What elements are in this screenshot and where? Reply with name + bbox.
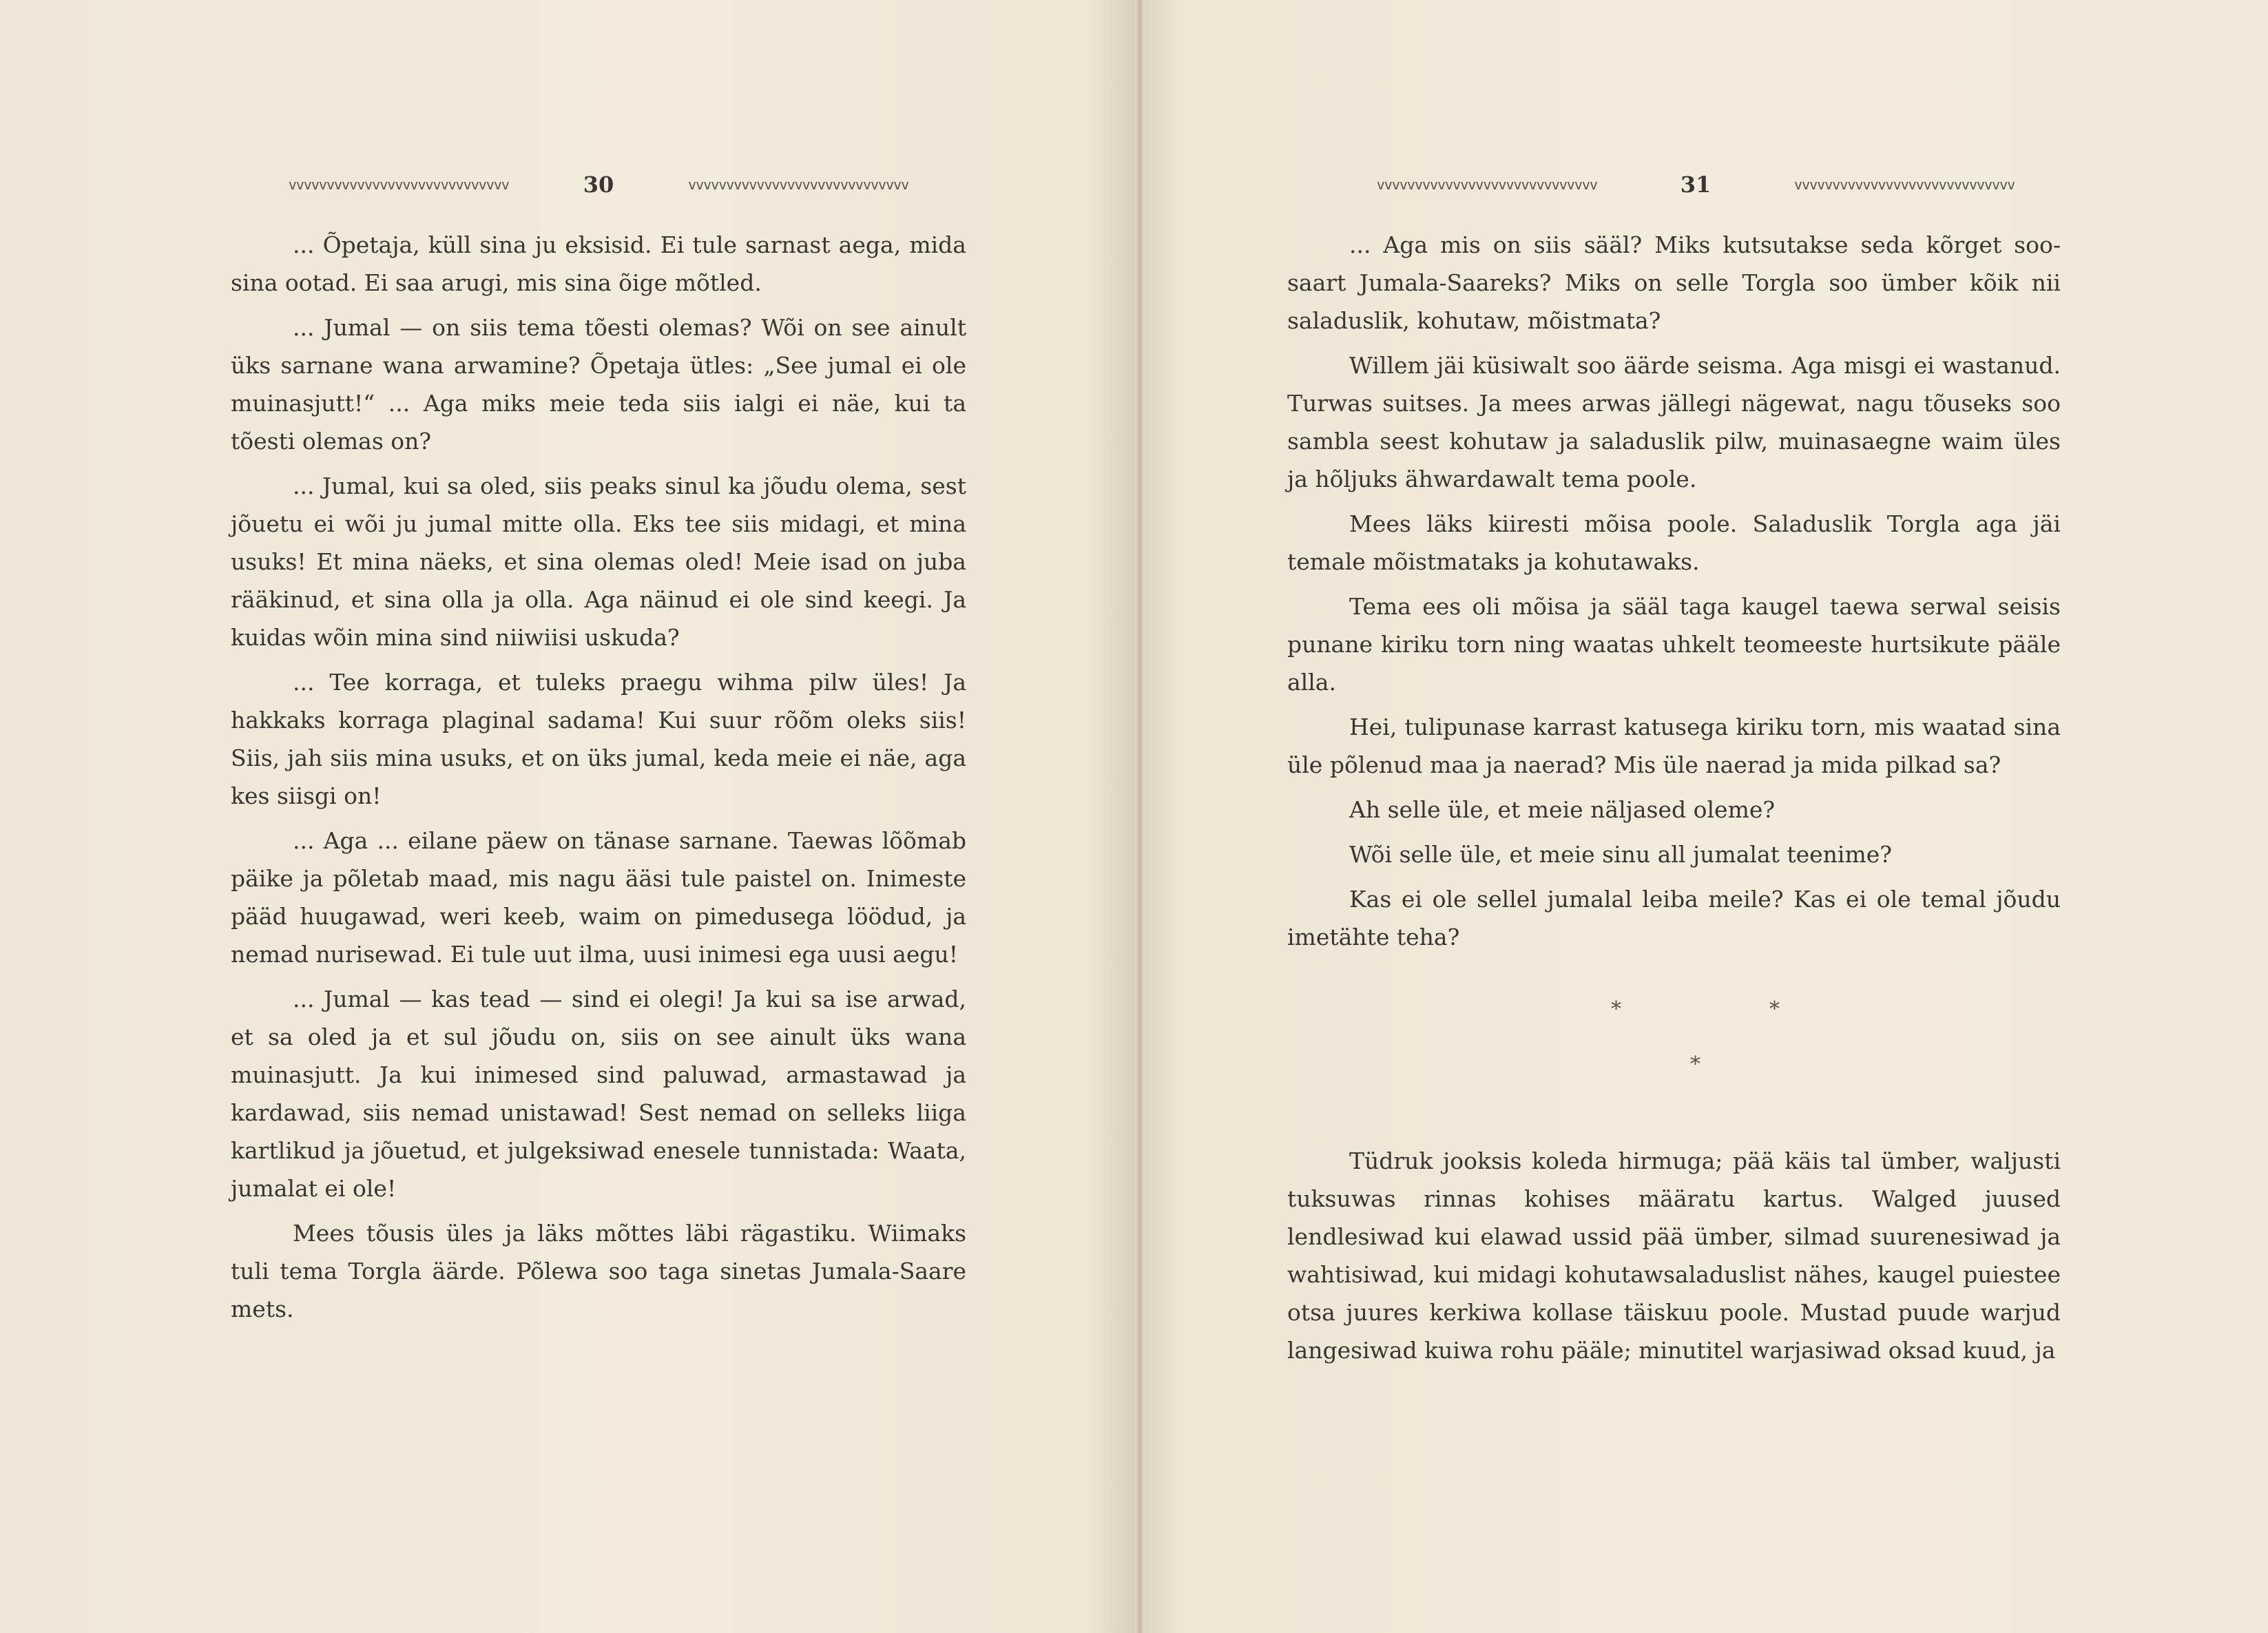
paragraph: Tema ees oli mõisa ja sääl taga kaugel taewa serwal seisis punane kiriku torn ning waatas uhkelt teomeeste hurtsikute pääle alla. (1287, 593, 2061, 696)
book-gutter (1135, 0, 1145, 1633)
paragraph: ... Õpetaja, küll sina ju eksisid. Ei tule sarnast aega, mida sina ootad. Ei saa arugi, mis sina õige mõtled. (231, 231, 966, 296)
paragraph: ... Jumal — on siis tema tõesti olemas? Wõi on see ainult üks sarnane wana arwamine? Õpetaja ütles: „See jumal ei ole muinasjutt!“ ... Aga miks meie teda siis ialgi ei näe, kui ta tõesti olemas on? (231, 314, 966, 455)
paragraph: Ah selle üle, et meie näljased oleme? (1349, 796, 1776, 823)
right-running-head (1310, 171, 2081, 198)
paragraph: Mees tõusis üles ja läks mõttes läbi rägastiku. Wiimaks tuli tema Torgla äärde. Põlewa soo taga sinetas Jumala-Saare mets. (231, 1220, 966, 1322)
ornament-rule: vvvvvvvvvvvvvvvvvvvvvvvvvvvvv (688, 176, 909, 193)
paragraph: ... Aga ... eilane päew on tänase sarnane. Taewas lõõmab päike ja põletab maad, mis nagu ääsi tule paistel on. Inimeste pääd huugawad, weri keeb, waim on pimedusega löödud, ja nemad nurisewad. Ei tule uut ilma, uusi inimesi ega uusi aegu! (231, 827, 966, 968)
asterisk: * (1769, 997, 1780, 1021)
asterisk: * (1690, 1052, 1700, 1076)
asterisk: * (1611, 997, 1621, 1021)
paragraph: Willem jäi küsiwalt soo äärde seisma. Aga misgi ei wastanud. Turwas suitses. Ja mees arwas jällegi nägewat, nagu tõuseks soo sambla seest kohutaw ja saladuslik pilw, muinasaegne waim üles ja hõljuks ähwardawalt tema poole. (1287, 352, 2061, 492)
page-number: 31 (1680, 171, 1712, 198)
paragraph: Kas ei ole sellel jumalal leiba meile? Kas ei ole temal jõudu imetähte teha? (1287, 886, 2061, 950)
paragraph: Wõi selle üle, et meie sinu all jumalat teenime? (1349, 841, 1893, 868)
ornament-rule: vvvvvvvvvvvvvvvvvvvvvvvvvvvvv (1794, 176, 2015, 193)
right-page (1145, 0, 2268, 1633)
paragraph: ... Aga mis on siis sääl? Miks kutsutakse seda kõrget soo-saart Jumala-Saareks? Miks on selle Torgla soo ümber kõik nii saladuslik, kohutaw, mõistmata? (1287, 231, 2061, 334)
paragraph: ... Jumal — kas tead — sind ei olegi! Ja kui sa ise arwad, et sa oled ja et sul jõudu on, siis on see ainult üks wana muinasjutt. Ja kui inimesed sind paluwad, armastawad ja kardawad, siis nemad unistawad! Sest nemad on selleks liiga kartlikud ja jõuetud, et julgeksiwad enesele tunnistada: Waata, jumalat ei ole! (231, 986, 966, 1202)
ornament-rule: vvvvvvvvvvvvvvvvvvvvvvvvvvvvv (1376, 176, 1597, 193)
left-running-head (231, 171, 966, 198)
paragraph: Hei, tulipunase karrast katusega kiriku torn, mis waatad sina üle põlenud maa ja naerad? Mis üle naerad ja mida pilkad sa? (1287, 714, 2061, 778)
paragraph: Tüdruk jooksis koleda hirmuga; pää käis tal ümber, waljusti tuksuwas rinnas kohises määratu kartus. Walged juused lendlesiwad kui elawad ussid pää ümber, silmad suurenesiwad ja wahtisiwad, kui midagi kohutawsaladuslist nähes, kaugel puiestee otsa juures kerkiwa kollase täiskuu poole. Mustad puude warjud langesiwad kuiwa rohu pääle; minutitel warjasiwad oksad kuud, ja (1287, 1147, 2061, 1364)
paragraph: ... Tee korraga, et tuleks praegu wihma pilw üles! Ja hakkaks korraga plaginal sadama! Kui suur rõõm oleks siis! Siis, jah siis mina usuks, et on üks jumal, keda meie ei näe, aga kes siisgi on! (231, 669, 966, 809)
page-number: 30 (583, 171, 614, 198)
paragraph: Mees läks kiiresti mõisa poole. Saladuslik Torgla aga jäi temale mõistmataks ja kohutawaks. (1287, 510, 2061, 575)
left-page-text (231, 226, 966, 1335)
right-page-text (1287, 226, 2061, 1376)
paragraph: ... Jumal, kui sa oled, siis peaks sinul ka jõudu olema, sest jõuetu ei wõi ju jumal mitte olla. Eks tee siis midagi, et mina usuks! Et mina näeks, et sina olemas oled! Meie isad on juba rääkinud, et sina olla ja olla. Aga näinud ei ole sind keegi. Ja kuidas wõin mina sind niiwiisi uskuda? (231, 472, 966, 651)
ornament-rule: vvvvvvvvvvvvvvvvvvvvvvvvvvvvv (288, 176, 509, 193)
section-break (1287, 963, 2061, 1114)
